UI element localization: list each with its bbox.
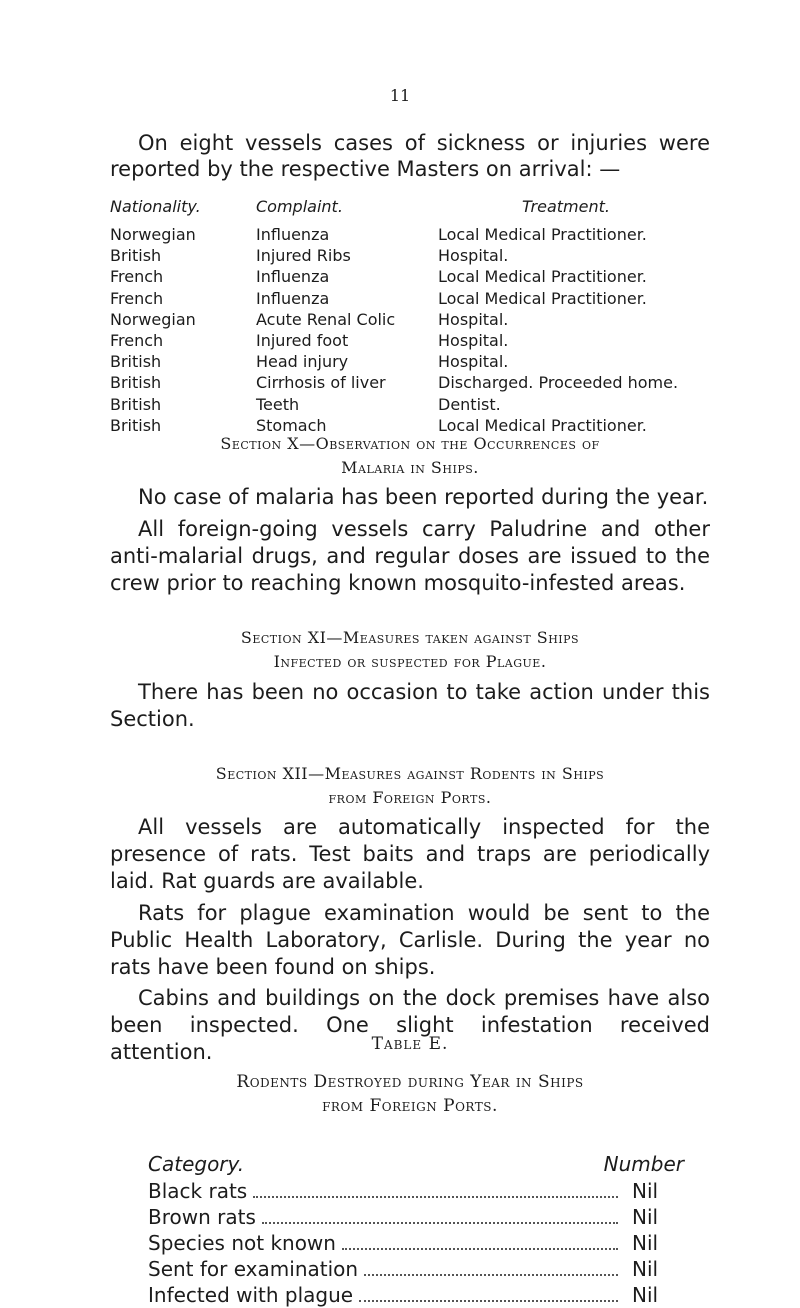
cell-nationality: Norwegian [110, 225, 196, 244]
table-row [110, 351, 710, 372]
cell-nationality: British [110, 415, 162, 435]
table-row [148, 1204, 684, 1230]
section-xii-heading [110, 762, 710, 810]
cell-complaint: Cirrhosis of liver [256, 373, 386, 393]
intro-paragraph [110, 130, 710, 182]
table-row [110, 245, 710, 266]
table-row [110, 394, 710, 415]
rodent-table-header [148, 1150, 684, 1178]
intro-line-1: On eight vessels cases of sickness or injuries were [138, 131, 710, 155]
table-e-heading [110, 1070, 710, 1118]
cell-number: Nil [632, 1283, 659, 1307]
cell-category: Infected with plague [148, 1283, 354, 1307]
section-xii-heading-line-2: from Foreign Ports. [328, 788, 492, 807]
cell-treatment: Local Medical Practitioner. [438, 267, 647, 287]
section-x-paragraph-1: No case of malaria has been reported during the year. [138, 485, 709, 509]
cell-number: Nil [632, 1179, 659, 1203]
section-xii-heading-line-1: Section XII—Measures against Rodents in Ships [215, 764, 605, 783]
cell-nationality: British [110, 246, 162, 266]
section-x-paragraph-2: All foreign-going vessels carry Paludrine and other anti-malarial drugs, and regular doses are issued to the crew prior to reaching known mosquito-infested areas. [110, 517, 710, 595]
cell-complaint: Teeth [256, 394, 300, 414]
cell-complaint: Injured Ribs [256, 246, 351, 266]
dot-leader [253, 1178, 618, 1198]
cell-nationality: British [110, 352, 162, 372]
rodent-table [148, 1150, 684, 1308]
cell-treatment: Local Medical Practitioner. [438, 288, 647, 308]
section-xi-heading-line-1: Section XI—Measures taken against Ships [240, 628, 580, 647]
cell-complaint: Influenza [256, 225, 330, 244]
table-row [110, 330, 710, 351]
header-category: Category. [148, 1152, 245, 1176]
sickness-table-header [110, 196, 710, 224]
cell-complaint: Acute Renal Colic [256, 309, 396, 329]
cell-nationality: French [110, 330, 164, 350]
table-row [148, 1256, 684, 1282]
table-e-title: Table E. [371, 1034, 449, 1054]
cell-category: Brown rats [148, 1205, 256, 1229]
cell-category: Species not known [148, 1231, 336, 1255]
cell-complaint: Stomach [256, 415, 327, 435]
section-xi-heading-line-2: Infected or suspected for Plague. [273, 652, 547, 671]
cell-number: Nil [632, 1205, 659, 1229]
cell-nationality: French [110, 267, 164, 287]
cell-complaint: Influenza [256, 267, 330, 287]
cell-complaint: Influenza [256, 288, 330, 308]
table-row [148, 1178, 684, 1204]
table-row [110, 372, 710, 393]
cell-nationality: Norwegian [110, 309, 196, 329]
page-number: 11 [389, 86, 411, 105]
section-xi-heading [110, 626, 710, 674]
section-xii-paragraph-2: Rats for plague examination would be sent to the Public Health Laboratory, Carlisle. During the year no rats have been found on ships. [110, 901, 710, 979]
cell-treatment: Local Medical Practitioner. [438, 225, 647, 244]
table-e-heading-line-2: from Foreign Ports. [322, 1096, 498, 1116]
cell-treatment: Dentist. [438, 394, 501, 414]
table-row [110, 224, 710, 245]
header-complaint: Complaint. [256, 197, 343, 216]
dot-leader [359, 1282, 618, 1302]
cell-nationality: French [110, 288, 164, 308]
intro-line-2: reported by the respective Masters on arrival: — [110, 157, 621, 181]
section-x-heading [110, 432, 710, 480]
dot-leader [364, 1256, 618, 1276]
table-row [110, 266, 710, 287]
cell-category: Sent for examination [148, 1257, 359, 1281]
dot-leader [342, 1230, 618, 1250]
table-e-heading-line-1: Rodents Destroyed during Year in Ships [236, 1072, 584, 1092]
table-row [110, 309, 710, 330]
section-xii-paragraph-3: Cabins and buildings on the dock premises have also been inspected. One slight infestation received attention. [110, 986, 710, 1064]
table-row [148, 1230, 684, 1256]
cell-number: Nil [632, 1257, 659, 1281]
cell-treatment: Hospital. [438, 246, 509, 266]
cell-nationality: British [110, 394, 162, 414]
section-xi-paragraph-1: There has been no occasion to take action under this Section. [110, 680, 710, 731]
cell-treatment: Local Medical Practitioner. [438, 415, 647, 435]
header-treatment: Treatment. [522, 197, 610, 216]
section-x-heading-line-1: Section X—Observation on the Occurrences of [220, 434, 600, 453]
table-row [110, 288, 710, 309]
cell-category: Black rats [148, 1179, 248, 1203]
cell-complaint: Injured foot [256, 330, 349, 350]
cell-treatment: Discharged. Proceeded home. [438, 373, 679, 393]
dot-leader [262, 1204, 618, 1224]
section-x-heading-line-2: Malaria in Ships. [341, 458, 479, 477]
cell-number: Nil [632, 1231, 659, 1255]
header-number: Number [603, 1152, 684, 1176]
cell-treatment: Hospital. [438, 352, 509, 372]
sickness-table [110, 196, 710, 436]
section-xii-paragraph-1: All vessels are automatically inspected for the presence of rats. Test baits and traps are periodically laid. Rat guards are available. [110, 815, 710, 893]
cell-nationality: British [110, 373, 162, 393]
cell-treatment: Hospital. [438, 330, 509, 350]
cell-treatment: Hospital. [438, 309, 509, 329]
cell-complaint: Head injury [256, 352, 349, 372]
header-nationality: Nationality. [110, 197, 201, 216]
